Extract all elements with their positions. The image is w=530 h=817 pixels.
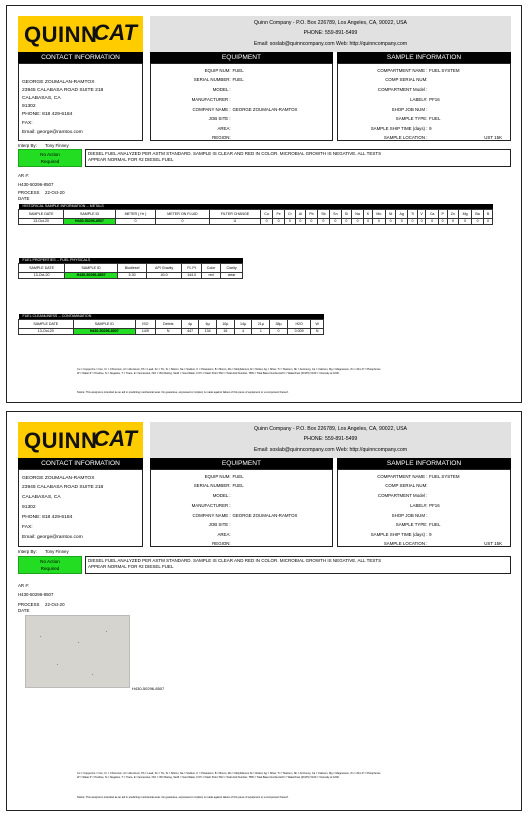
column-header: Color (202, 263, 221, 272)
column-header: Cr (284, 209, 295, 218)
table-cell: 13-Oct-20 (19, 272, 65, 278)
report-page-1 (6, 5, 522, 403)
column-header: V (417, 209, 426, 218)
table-row (19, 328, 324, 334)
equipment-section-title: EQUIPMENT (150, 52, 333, 63)
column-header: Mo (372, 209, 385, 218)
sample-id-cell: H430-50296-8507 (64, 218, 116, 224)
company-email: Email: soslab@quinncompany.com Web: http://quinncompany.com (253, 447, 408, 453)
column-header: Na (351, 209, 363, 218)
sample-section-title: SAMPLE INFORMATION (337, 458, 511, 469)
notice-text: Notice: This analysis is intended as an aid in predicting mechanical wear. No guarantee, expressed or implied, is made against failure of this piece of equipment or a component thereof. (77, 391, 289, 394)
sample-box: COMPARTMENT NAME : FUEL SYSTEM COMP SERIAL NUM: COMPARTMENT Model : LABEL#: PF16 SHOP JOB NUM : SAMPLE TYPE: FUEL SAMPLE SHIP TIME (days) : 9 SAMPLE LOCATION : UST 15K (337, 469, 511, 547)
contact-fax: FAX: (22, 525, 33, 530)
table-cell: 0 (385, 218, 395, 224)
company-address: Quinn Company - P.O. Box 226789, Los Angeles, CA, 90022, USA (253, 20, 408, 26)
table-cell: 40.0 (147, 272, 182, 278)
table-cell: 0 (351, 218, 363, 224)
equipment-section-title: EQUIPMENT (150, 458, 333, 469)
table-cell: 134 (199, 328, 217, 334)
process-label: PROCESS (18, 602, 40, 607)
company-phone: PHONE: 559-891-5499 (303, 436, 358, 442)
column-header: SAMPLE ID (65, 263, 118, 272)
contact-city: CALABASAS, CA (22, 96, 61, 101)
comment-box: DIESEL FUEL ANALYZED PER ASTM STANDARD. SAMPLE IS CLEAR AND RED IN COLOR. MICROBIAL GROWTH IS NEGATIVE. ALL TESTS APPEAR NORMAL FOR #2 DIESEL FUEL (85, 556, 511, 574)
equipment-box: EQUIP NUM: FUEL SERIAL NUMBER: FUEL MODEL : MANUFACTURER : COMPANY NAME : GEORGE ZOUMALAN-RAMTOX JOB SITE : AREA: REGION: (150, 469, 333, 547)
table-cell: 0 (408, 218, 418, 224)
table-cell: 0 (115, 218, 155, 224)
column-header: SAMPLE ID (64, 209, 116, 218)
column-header: SAMPLE ID (73, 319, 136, 328)
company-phone: PHONE: 559-891-5499 (303, 30, 358, 36)
table-cell: N (155, 328, 181, 334)
metals-table (18, 204, 493, 225)
column-header: Clarity (221, 263, 243, 272)
table-cell: 0 (417, 218, 426, 224)
column-header: 10µ (216, 319, 234, 328)
column-header: 21µ (252, 319, 270, 328)
notice-text: Notice: This analysis is intended as an aid in predicting mechanical wear. No guarantee, expressed or implied, is made against failure of this piece of equipment or a component thereof. (77, 796, 289, 799)
contact-name: GEORGE ZOUMALAN-RAMTOX (22, 80, 95, 85)
table-cell: 0 (317, 218, 329, 224)
table-title: HISTORICAL SAMPLE INFORMATION -- METALS (19, 204, 493, 209)
column-header: Biodiesel (118, 263, 147, 272)
interp-value: Tony Finney (45, 143, 69, 148)
table-cell: 1 (252, 328, 270, 334)
contact-address: 23945 CALABASA ROAD SUITE 218 (22, 88, 104, 93)
table-cell: 0 (484, 218, 493, 224)
contact-email: Email: george@ramtox.com (22, 535, 83, 540)
table-cell: 0.009 (287, 328, 310, 334)
table-cell: 0 (284, 218, 295, 224)
column-header: Sn (329, 209, 341, 218)
column-header: 14µ (234, 319, 252, 328)
status-badge: No Action Required (18, 149, 82, 167)
cleanliness-table (18, 314, 324, 335)
cat-logo-text: CAT (93, 426, 137, 451)
column-header: ISO (136, 319, 156, 328)
table-cell: 0 (295, 218, 305, 224)
sample-id-text: H430-50296-8507 (18, 182, 54, 187)
table-cell: 13-Oct-20 (19, 328, 74, 334)
legend-text: Cu = Copper,Fe = Iron, Cr = Chromium, Al = Aluminum, Pb = Lead, Sn = Tin, Si = Silicon, Na = Sodium, K = Potassium, B = Boron, Mo = Molybdenum,Ni = Nickel, Ag = Silver, Ti = Titanium, Sb = Antimony, Ca = Calcium, Mg = Magnesium, Zn = Zinc,P = Phosphorus W = Water,P = Positive, N = Negative, T = Trace, E = Excessive, ISO = ISO Rating, Sed/I = Soot Water, Fl Pt = Flash Point,TAN = Total Acid Number, TBN = Total Base Number,H2O = Water/Fuel (Pct/Pt) V100 = Viscosity at 100C (77, 368, 381, 375)
table-cell: U (209, 218, 260, 224)
column-header: Al (295, 209, 305, 218)
contact-section-title: CONTACT INFORMATION (18, 458, 143, 469)
column-header: Ca (426, 209, 438, 218)
sample-section-title: SAMPLE INFORMATION (337, 52, 511, 63)
column-header: Ag (396, 209, 408, 218)
column-header: 4µ (181, 319, 199, 328)
photo-caption: H430-50296-8507 (132, 686, 165, 691)
table-cell: 0 (472, 218, 484, 224)
process-date: 22-Oct-20 (45, 602, 65, 607)
table-cell: 0 (364, 218, 373, 224)
column-header: SAMPLE DATE (19, 319, 74, 328)
column-header: Pb (305, 209, 317, 218)
company-header (150, 422, 511, 458)
table-title: FUEL CLEANLINESS -- CONTAMINATION (19, 314, 324, 319)
contact-phone: PHONE: 818 429-6184 (22, 112, 73, 117)
table-cell: clear (221, 272, 243, 278)
table-cell: 0 (459, 218, 472, 224)
table-cell: 0 (341, 218, 351, 224)
table-cell: 0 (273, 218, 285, 224)
contact-section-title: CONTACT INFORMATION (18, 52, 143, 63)
table-title: FUEL PROPERTIES -- FUEL PHYSICALS (19, 258, 243, 263)
table-cell: 447 (181, 328, 199, 334)
status-badge: No Action Required (18, 556, 82, 574)
cat-triangle-icon (116, 42, 126, 48)
contact-city: CALABASAS, CA (22, 495, 61, 500)
column-header: Sb (317, 209, 329, 218)
sample-id-cell: H430-50296-8507 (65, 272, 118, 278)
column-header: H2O (287, 319, 310, 328)
table-cell: 0 (329, 218, 341, 224)
table-row (19, 272, 243, 278)
column-header: Zn (447, 209, 459, 218)
column-header: Debris (155, 319, 181, 328)
ar-label: AR #: (18, 583, 29, 588)
contact-address: 23945 CALABASA ROAD SUITE 218 (22, 485, 104, 490)
company-address: Quinn Company - P.O. Box 226789, Los Angeles, CA, 90022, USA (253, 426, 408, 432)
quinn-cat-logo (18, 422, 143, 458)
table-cell: 4 (234, 328, 252, 334)
column-header: SAMPLE DATE (19, 209, 64, 218)
contact-box (18, 469, 143, 547)
column-header: SAMPLE DATE (19, 263, 65, 272)
table-cell: 0 (155, 218, 209, 224)
table-cell: N (311, 328, 324, 334)
company-header (150, 16, 511, 52)
table-row (19, 218, 493, 224)
contact-phone: PHONE: 818 429-6184 (22, 515, 73, 520)
column-header: Fe (273, 209, 285, 218)
table-cell: 144.0 (182, 272, 202, 278)
sample-id-cell: H430-50296-8507 (73, 328, 136, 334)
contact-zip: 91302 (22, 505, 36, 510)
column-header: METER ON FLUID (155, 209, 209, 218)
interp-label: Interp By: (18, 143, 37, 148)
table-cell: red (202, 272, 221, 278)
logo-text: QUINN (24, 428, 98, 453)
contact-box (18, 63, 143, 141)
column-header: FL Pt (182, 263, 202, 272)
column-header: Cu (260, 209, 272, 218)
column-header: Ba (472, 209, 484, 218)
table-cell: 5.30 (118, 272, 147, 278)
table-cell: 14/9 (136, 328, 156, 334)
physicals-table (18, 258, 243, 279)
contact-email: Email: george@ramtox.com (22, 130, 83, 135)
column-header: Mg (459, 209, 472, 218)
table-cell: 13-Oct-20 (19, 218, 64, 224)
contact-name: GEORGE ZOUMALAN-RAMTOX (22, 476, 95, 481)
date-label: DATE (18, 196, 30, 201)
ar-label: AR #: (18, 173, 29, 178)
comment-box: DIESEL FUEL ANALYZED PER ASTM STANDARD. SAMPLE IS CLEAR AND RED IN COLOR. MICROBIAL GROWTH IS NEGATIVE. ALL TESTS APPEAR NORMAL FOR #2 DIESEL FUEL (85, 149, 511, 167)
table-cell: 0 (305, 218, 317, 224)
table-cell: 0 (372, 218, 385, 224)
quinn-cat-logo (18, 16, 143, 52)
column-header: K (364, 209, 373, 218)
table-cell: 0 (270, 328, 288, 334)
contact-zip: 91302 (22, 104, 36, 109)
column-header: P (438, 209, 447, 218)
sample-id-text: H430-50296-8507 (18, 592, 54, 597)
table-cell: 0 (447, 218, 459, 224)
column-header: W (311, 319, 324, 328)
column-header: B (484, 209, 493, 218)
column-header: 6µ (199, 319, 217, 328)
logo-text: QUINN (24, 22, 98, 47)
interp-label: Interp By: (18, 549, 37, 554)
cat-logo-text: CAT (93, 20, 137, 45)
table-cell: 0 (260, 218, 272, 224)
legend-text: Cu = Copper,Fe = Iron, Cr = Chromium, Al = Aluminum, Pb = Lead, Sn = Tin, Si = Silicon, Na = Sodium, K = Potassium, B = Boron, Mo = Molybdenum,Ni = Nickel, Ag = Silver, Ti = Titanium, Sb = Antimony, Ca = Calcium, Mg = Magnesium, Zn = Zinc,P = Phosphorus W = Water,P = Positive, N = Negative, T = Trace, E = Excessive, ISO = ISO Rating, Sed/I = Soot Water, Fl Pt = Flash Point,TAN = Total Acid Number, TBN = Total Base Number,H2O = Water/Fuel (Pct/Pt) V100 = Viscosity at 100C (77, 772, 381, 779)
table-cell: 0 (426, 218, 438, 224)
contact-fax: FAX: (22, 121, 33, 126)
interp-value: Tony Finney (45, 549, 69, 554)
process-date: 22-Oct-20 (45, 190, 65, 195)
sample-box: COMPARTMENT NAME : FUEL SYSTEM COMP SERIAL NUM: COMPARTMENT Model : LABEL#: PF16 SHOP JOB NUM : SAMPLE TYPE: FUEL SAMPLE SHIP TIME (days) : 9 SAMPLE LOCATION : UST 15K (337, 63, 511, 141)
equipment-box: EQUIP NUM: FUEL SERIAL NUMBER: FUEL MODEL : MANUFACTURER : COMPANY NAME : GEORGE ZOUMALAN-RAMTOX JOB SITE : AREA: REGION: (150, 63, 333, 141)
column-header: Si (341, 209, 351, 218)
column-header: FILTER CHANGE (209, 209, 260, 218)
table-cell: 0 (396, 218, 408, 224)
table-cell: 16 (216, 328, 234, 334)
column-header: 38µ (270, 319, 288, 328)
sample-photo (25, 615, 130, 688)
process-label: PROCESS (18, 190, 40, 195)
report-page-2 (6, 411, 522, 811)
table-cell: 0 (438, 218, 447, 224)
column-header: Ni (385, 209, 395, 218)
company-email: Email: soslab@quinncompany.com Web: http://quinncompany.com (253, 41, 408, 47)
cat-triangle-icon (116, 448, 126, 454)
column-header: METER ( Hr ) (115, 209, 155, 218)
date-label: DATE (18, 608, 30, 613)
column-header: Ti (408, 209, 418, 218)
column-header: API Gravity (147, 263, 182, 272)
